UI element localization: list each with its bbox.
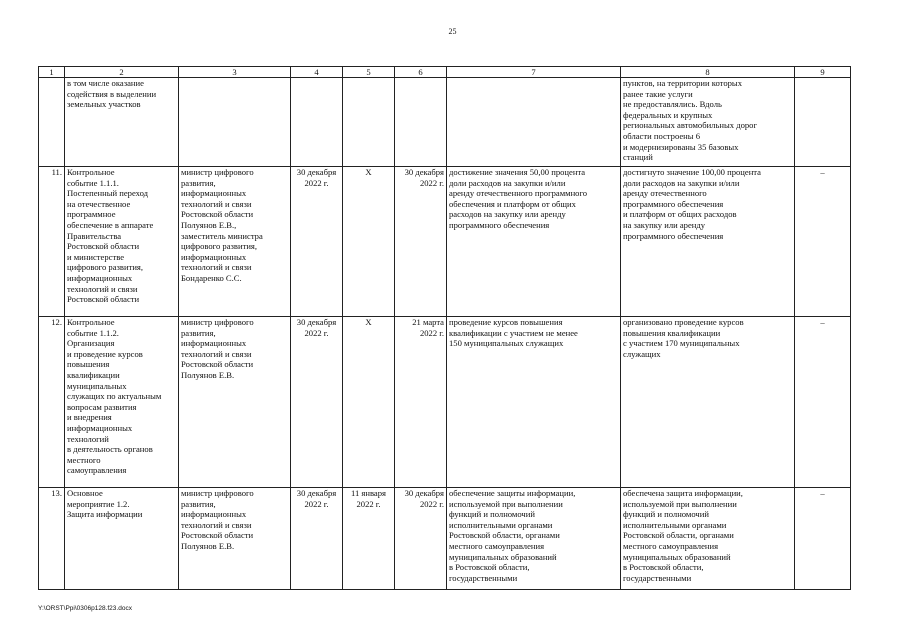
column-header: 7 xyxy=(447,67,621,78)
expected-result: обеспечение защиты информации, используемой при выполнении функций и полномочий исполнительными органами Ростовской области, органами местного самоуправления муниципальных образований в Ростовской области, государственными xyxy=(447,488,621,590)
expected-result: достижение значения 50,00 процента доли расходов на закупки и/или аренду отечественного программного обеспечения и платформ от общих расходов на закупку или аренду программного обеспечения xyxy=(447,167,621,317)
responsible-person xyxy=(179,78,291,167)
actual-start-date xyxy=(343,78,395,167)
row-number: 12. xyxy=(39,317,65,488)
activity-name: в том числе оказание содействия в выделении земельных участков xyxy=(65,78,179,167)
deviation: – xyxy=(795,167,851,317)
page-number: 25 xyxy=(448,27,457,36)
column-header: 3 xyxy=(179,67,291,78)
actual-start-date: 11 января 2022 г. xyxy=(343,488,395,590)
actual-result: организовано проведение курсов повышения квалификации с участием 170 муниципальных служащих xyxy=(621,317,795,488)
table-row xyxy=(39,78,851,167)
actual-result: пунктов, на территории которых ранее такие услуги не предоставлялись. Вдоль федеральных и крупных региональных автомобильных дорог области построены 6 и модернизированы 35 базовых станций xyxy=(621,78,795,167)
end-date xyxy=(395,78,447,167)
deviation: – xyxy=(795,317,851,488)
column-header: 8 xyxy=(621,67,795,78)
table-row xyxy=(39,167,851,317)
responsible-person: министр цифрового развития, информационных технологий и связи Ростовской области Полуянов Е.В. xyxy=(179,488,291,590)
end-date: 30 декабря 2022 г. xyxy=(395,488,447,590)
deviation: – xyxy=(795,488,851,590)
activity-name: Основное мероприятие 1.2. Защита информации xyxy=(65,488,179,590)
column-header: 9 xyxy=(795,67,851,78)
table-row xyxy=(39,488,851,590)
planned-date: 30 декабря 2022 г. xyxy=(291,317,343,488)
table-row xyxy=(39,317,851,488)
end-date: 21 марта 2022 г. xyxy=(395,317,447,488)
column-header: 2 xyxy=(65,67,179,78)
expected-result: проведение курсов повышения квалификации с участием не менее 150 муниципальных служащих xyxy=(447,317,621,488)
column-header: 6 xyxy=(395,67,447,78)
row-number: 13. xyxy=(39,488,65,590)
planned-date: 30 декабря 2022 г. xyxy=(291,488,343,590)
column-header: 1 xyxy=(39,67,65,78)
responsible-person: министр цифрового развития, информационных технологий и связи Ростовской области Полуянов Е.В., заместитель министра цифрового развития, информационных технологий и связи Бондаренко С.С. xyxy=(179,167,291,317)
planned-date xyxy=(291,78,343,167)
end-date: 30 декабря 2022 г. xyxy=(395,167,447,317)
row-number: 11. xyxy=(39,167,65,317)
actual-result: достигнуто значение 100,00 процента доли расходов на закупки и/или аренду отечественного программного обеспечения и платформ от общих расходов на закупку или аренду программного обеспечения xyxy=(621,167,795,317)
actual-start-date: Х xyxy=(343,167,395,317)
column-number-row xyxy=(39,67,851,78)
report-table xyxy=(38,66,851,590)
responsible-person: министр цифрового развития, информационных технологий и связи Ростовской области Полуянов Е.В. xyxy=(179,317,291,488)
activity-name: Контрольное событие 1.1.2. Организация и проведение курсов повышения квалификации муниципальных служащих по актуальным вопросам развития и внедрения информационных технологий в деятельность органов местного самоуправления xyxy=(65,317,179,488)
expected-result xyxy=(447,78,621,167)
activity-name: Контрольное событие 1.1.1. Постепенный переход на отечественное программное обеспечение в аппарате Правительства Ростовской области и министерстве цифрового развития, информационных технологий и связи Ростовской области xyxy=(65,167,179,317)
column-header: 5 xyxy=(343,67,395,78)
actual-start-date: Х xyxy=(343,317,395,488)
file-path-footer: Y:\ORST\Ppi\0306p128.f23.docx xyxy=(38,605,132,612)
deviation xyxy=(795,78,851,167)
planned-date: 30 декабря 2022 г. xyxy=(291,167,343,317)
column-header: 4 xyxy=(291,67,343,78)
row-number xyxy=(39,78,65,167)
actual-result: обеспечена защита информации, используемой при выполнении функций и полномочий исполнительными органами Ростовской области, органами местного самоуправления муниципальных образований в Ростовской области, государственными xyxy=(621,488,795,590)
